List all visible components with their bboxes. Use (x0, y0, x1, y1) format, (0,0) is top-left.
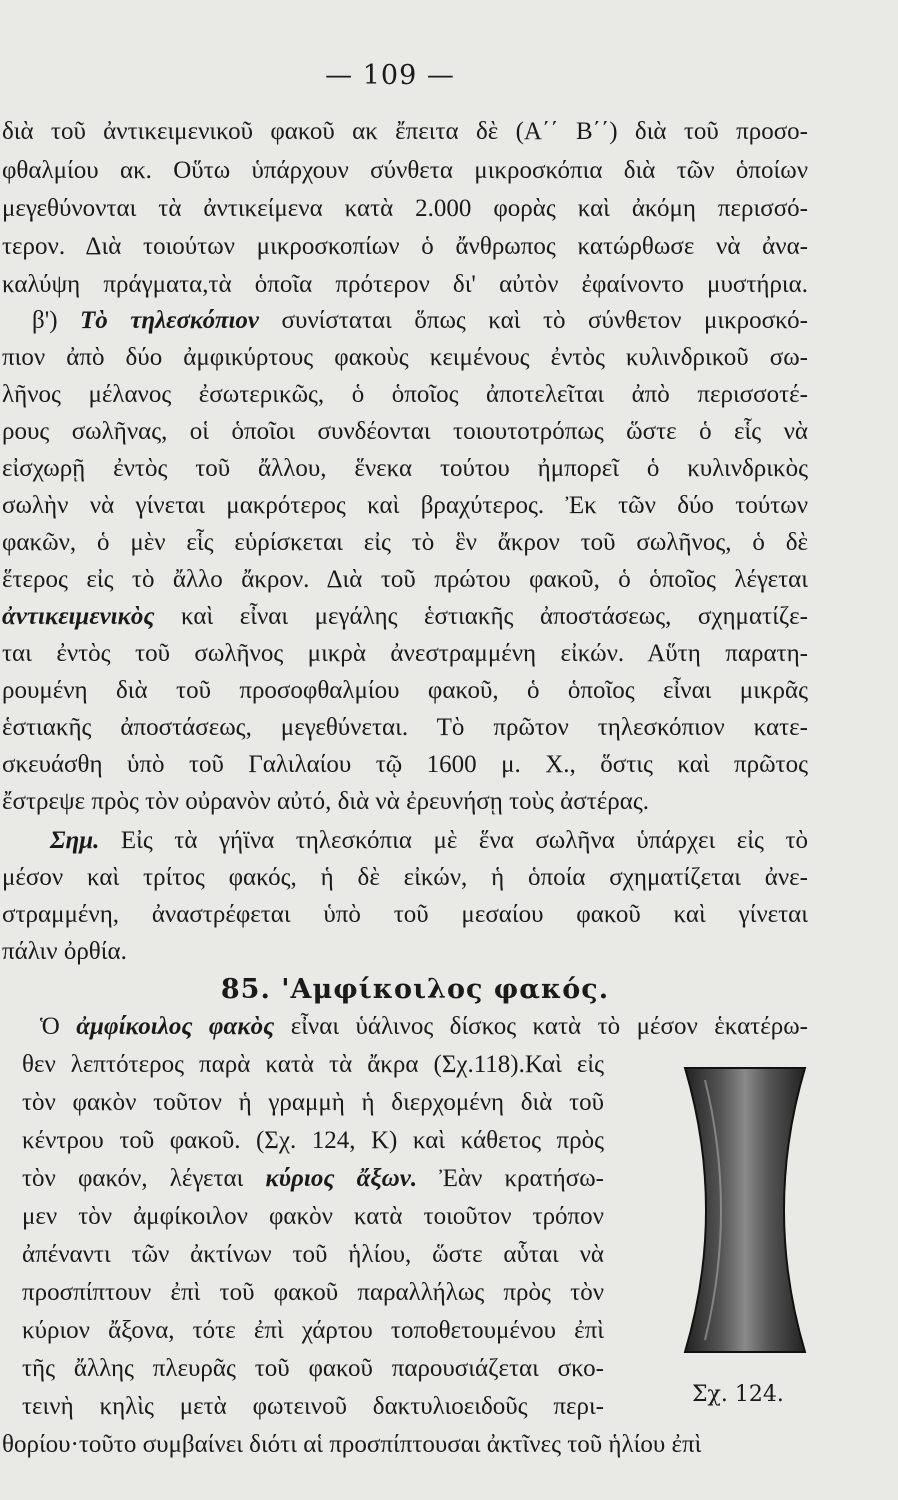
text-line: σκευάσθη ὑπὸ τοῦ Γαλιλαίου τῷ 1600 μ. Χ., ὅστις καὶ πρῶτος (2, 751, 808, 778)
text-line: θορίου·τοῦτο συμβαίνει διότι αἱ προσπίπτουσαι ἀκτῖνες τοῦ ἡλίου ἐπὶ (2, 1431, 702, 1458)
text-line: ἀπέναντι τῶν ἀκτίνων τοῦ ἡλίου, ὥστε αὗται νὰ (22, 1241, 604, 1268)
text-line: φακῶν, ὁ μὲν εἷς εὑρίσκεται εἰς τὸ ἓν ἄκρον τοῦ σωλῆνος, ὁ δὲ (2, 529, 808, 556)
text-line: ἕτερος εἰς τὸ ἄλλο ἄκρον. Διὰ τοῦ πρώτου φακοῦ, ὁ ὁποῖος λέγεται (2, 566, 808, 593)
text-line: πιον ἀπὸ δύο ἀμφικύρτους φακοὺς κειμένους ἐντὸς κυλινδρικοῦ σω- (2, 344, 808, 371)
text-segment: Ὁ (40, 1013, 77, 1040)
text-line: σωλὴν νὰ γίνεται μακρότερος καὶ βραχύτερος. Ἐκ τῶν δύο τούτων (2, 492, 808, 519)
text-segment: Εἰς τὰ γήϊνα τηλεσκόπια μὲ ἕνα σωλῆνα ὑπάρχει εἰς τὸ (99, 827, 808, 854)
text-segment: καὶ εἶναι μεγάλης ἑστιακῆς ἀποστάσεως, σχηματίζε- (154, 603, 808, 630)
text-line (22, 1164, 604, 1194)
text-line: στραμμένη, ἀναστρέφεται ὑπὸ τοῦ μεσαίου φακοῦ καὶ γίνεται (2, 901, 808, 928)
text-line: λῆνος μέλανος ἐσωτερικῶς, ὁ ὁποῖος ἀποτελεῖται ἀπὸ περισσοτέ- (2, 381, 808, 408)
text-line: φθαλμίου ακ. Οὕτω ὑπάρχουν σύνθετα μικροσκόπια διὰ τῶν ὁποίων (2, 157, 808, 184)
term-objective: ἀντικειμενικὸς (2, 603, 155, 630)
text-segment: β') (32, 307, 81, 334)
page-number: — 109 — (325, 60, 455, 91)
text-line: ται ἐντὸς τοῦ σωλῆνος μικρὰ ἀνεστραμμένη εἰκών. Αὕτη παρατη- (2, 640, 808, 667)
text-line: διὰ τοῦ ἀντικειμενικοῦ φακοῦ ακ ἔπειτα δὲ (Α΄΄ Β΄΄) διὰ τοῦ προσο- (2, 118, 808, 145)
text-line: κέντρου τοῦ φακοῦ. (Σχ. 124, Κ) καὶ κάθετος πρὸς (22, 1127, 604, 1154)
text-line: τῆς ἄλλης πλευρᾶς τοῦ φακοῦ παρουσιάζεται σκο- (22, 1355, 604, 1382)
term-biconcave-lens: ἀμφίκοιλος φακὸς (76, 1013, 275, 1040)
text-line (32, 306, 808, 336)
text-line: ρουμένη διὰ τοῦ προσοφθαλμίου φακοῦ, ὁ ὁποῖος εἶναι μικρᾶς (2, 677, 808, 704)
text-segment: συνίσταται ὅπως καὶ τὸ σύνθετον μικροσκό- (259, 307, 808, 334)
text-line: κύριον ἄξονα, τότε ἐπὶ χάρτου τοποθετουμένου ἐπὶ (22, 1317, 604, 1344)
term-principal-axis: κύριος ἄξων. (265, 1165, 418, 1192)
text-line (50, 826, 808, 856)
text-line: μεν τὸν ἀμφίκοιλον φακὸν κατὰ τοιοῦτον τρόπον (22, 1203, 604, 1230)
text-segment: εἶναι ὑάλινος δίσκος κατὰ τὸ μέσον ἑκατέρω- (274, 1013, 808, 1040)
biconcave-lens-figure (675, 1060, 815, 1360)
text-line: ἑστιακῆς ἀποστάσεως, μεγεθύνεται. Τὸ πρῶτον τηλεσκόπιον κατε- (2, 714, 808, 741)
text-segment: τὸν φακόν, λέγεται (22, 1165, 266, 1192)
text-line: ἔστρεψε πρὸς τὸν οὐρανὸν αὐτό, διὰ νὰ ἐρευνήσῃ τοὺς ἀστέρας. (2, 788, 650, 815)
text-line: εἰσχωρῇ ἐντὸς τοῦ ἄλλου, ἕνεκα τούτου ἠμπορεῖ ὁ κυλινδρικὸς (2, 455, 808, 482)
note-label: Σημ. (50, 827, 100, 854)
text-line: μέσον καὶ τρίτος φακός, ἡ δὲ εἰκών, ἡ ὁποία σχηματίζεται ἀνε- (2, 864, 808, 891)
text-line (40, 1012, 808, 1042)
text-line (2, 602, 808, 632)
section-heading: 85. 'Αμφίκοιλος φακός. (220, 974, 610, 1005)
text-line: προσπίπτουν ἐπὶ τοῦ φακοῦ παραλλήλως πρὸς τὸν (22, 1279, 604, 1306)
text-line: τεινὴ κηλὶς μετὰ φωτεινοῦ δακτυλιοειδοῦς περι- (22, 1393, 604, 1420)
text-line: μεγεθύνονται τὰ ἀντικείμενα κατὰ 2.000 φορὰς καὶ ἀκόμη περισσό- (2, 195, 808, 222)
text-line: τὸν φακὸν τοῦτον ἡ γραμμὴ ἡ διερχομένη διὰ τοῦ (22, 1089, 604, 1116)
text-line: τερον. Διὰ τοιούτων μικροσκοπίων ὁ ἄνθρωπος κατώρθωσε νὰ ἀνα- (2, 233, 808, 260)
text-line: ρους σωλῆνας, οἱ ὁποῖοι συνδέονται τοιουτοτρόπως ὥστε ὁ εἷς νὰ (2, 418, 808, 445)
text-segment: Ἐὰν κρατήσω- (417, 1165, 604, 1192)
term-telescope: Τὸ τηλεσκόπιον (80, 307, 260, 334)
text-line: θεν λεπτότερος παρὰ κατὰ τὰ ἄκρα (Σχ.118).Καὶ εἰς (22, 1051, 604, 1078)
text-line: πάλιν ὀρθία. (2, 938, 127, 965)
figure-caption: Σχ. 124. (692, 1382, 784, 1407)
text-line: καλύψη πράγματα,τὰ ὁποῖα πρότερον δι' αὐτὸν ἐφαίνοντο μυστήρια. (2, 271, 808, 298)
